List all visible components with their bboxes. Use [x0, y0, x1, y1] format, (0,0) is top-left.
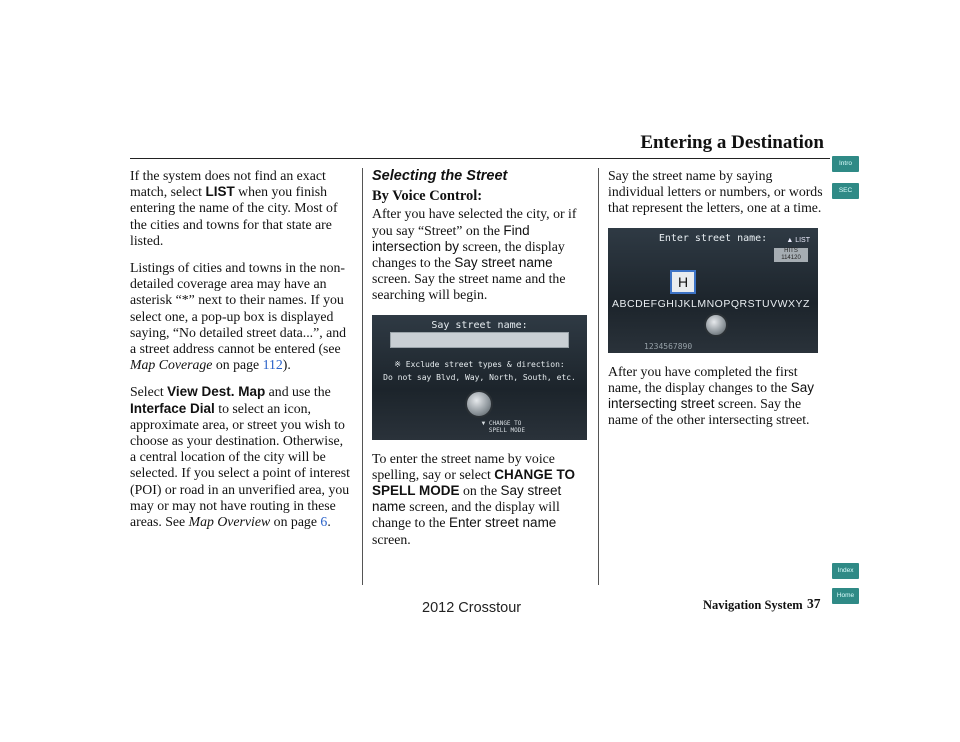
- column-divider: [362, 168, 363, 585]
- page-number: 37: [807, 596, 821, 611]
- input-field: [390, 332, 569, 348]
- letter-arc: ABCDEFGHIJKLMNOPQRSTUVWXYZ: [612, 297, 810, 310]
- change-to-spell-mode-button: ▼ CHANGE TO SPELL MODE: [481, 419, 525, 434]
- column-divider: [598, 168, 599, 585]
- paragraph: Listings of cities and towns in the non-detailed coverage area may have an asterisk “*” next to their names. If you select one, a pop-up box is displayed saying, “No detailed street data...”, and a street address cannot be entered (see Map Coverage on page 112).: [130, 260, 347, 373]
- screen-title: Say street name:: [431, 319, 528, 331]
- paragraph: After you have completed the first name, the display changes to the Say intersecting street screen. Say the name of the other intersecting street.: [608, 363, 815, 428]
- page-link-112[interactable]: 112: [262, 357, 283, 373]
- sec-tab[interactable]: SEC: [832, 183, 859, 199]
- paragraph: To enter the street name by voice spelling, say or select CHANGE TO SPELL MODE on the Say street name screen, and the display will change to the Enter street name screen.: [372, 450, 575, 547]
- subheading: By Voice Control:: [372, 188, 483, 205]
- say-street-name-screenshot: [372, 315, 587, 440]
- paragraph: After you have selected the city, or if you say “Street” on the Find intersection by screen, the display changes to the Say street name screen. Say the street name and the searching will begin.: [372, 206, 577, 303]
- home-tab[interactable]: Home: [832, 588, 859, 604]
- column-1: [130, 168, 352, 541]
- instruction-line: Do not say Blvd, Way, North, South, etc.: [383, 372, 576, 382]
- hits-counter: HITS 114120: [774, 248, 808, 262]
- list-button: ▲ LIST: [786, 236, 810, 244]
- index-tab[interactable]: Index: [832, 563, 859, 579]
- selected-letter: H: [670, 270, 696, 294]
- section-heading: Selecting the Street: [372, 168, 508, 184]
- screen-title: Enter street name:: [658, 232, 768, 244]
- digit-row: 1234567890: [644, 341, 693, 351]
- paragraph: Say the street name by saying individual letters or numbers, or words that represent the letters, one at a time.: [608, 168, 823, 216]
- instruction-line: ※ Exclude street types & direction:: [394, 359, 565, 369]
- column-2: [372, 168, 588, 559]
- column-3: [608, 168, 830, 439]
- interface-dial-icon: [704, 313, 728, 337]
- intro-tab[interactable]: Intro: [832, 156, 859, 172]
- enter-street-name-screenshot: [608, 228, 818, 353]
- paragraph: Select View Dest. Map and use the Interface Dial to select an icon, approximate area, or street you wish to choose as your destination. Otherwise, a central location of the city will be selected. If you select a point of interest (POI) or road in an unverified area, you may or may not have routing in these areas. See Map Overview on page 6.: [130, 384, 350, 530]
- footer-label: Navigation System: [703, 598, 803, 612]
- page-link-6[interactable]: 6: [320, 514, 328, 530]
- interface-dial-icon: [465, 390, 493, 418]
- page-title: Entering a Destination: [640, 132, 824, 153]
- paragraph: If the system does not find an exact match, select LIST when you finish entering the name of the city. Most of the cities and towns for that state are listed.: [130, 168, 338, 248]
- header-divider: [130, 158, 830, 159]
- watermark: 2012 Crosstour: [422, 600, 522, 616]
